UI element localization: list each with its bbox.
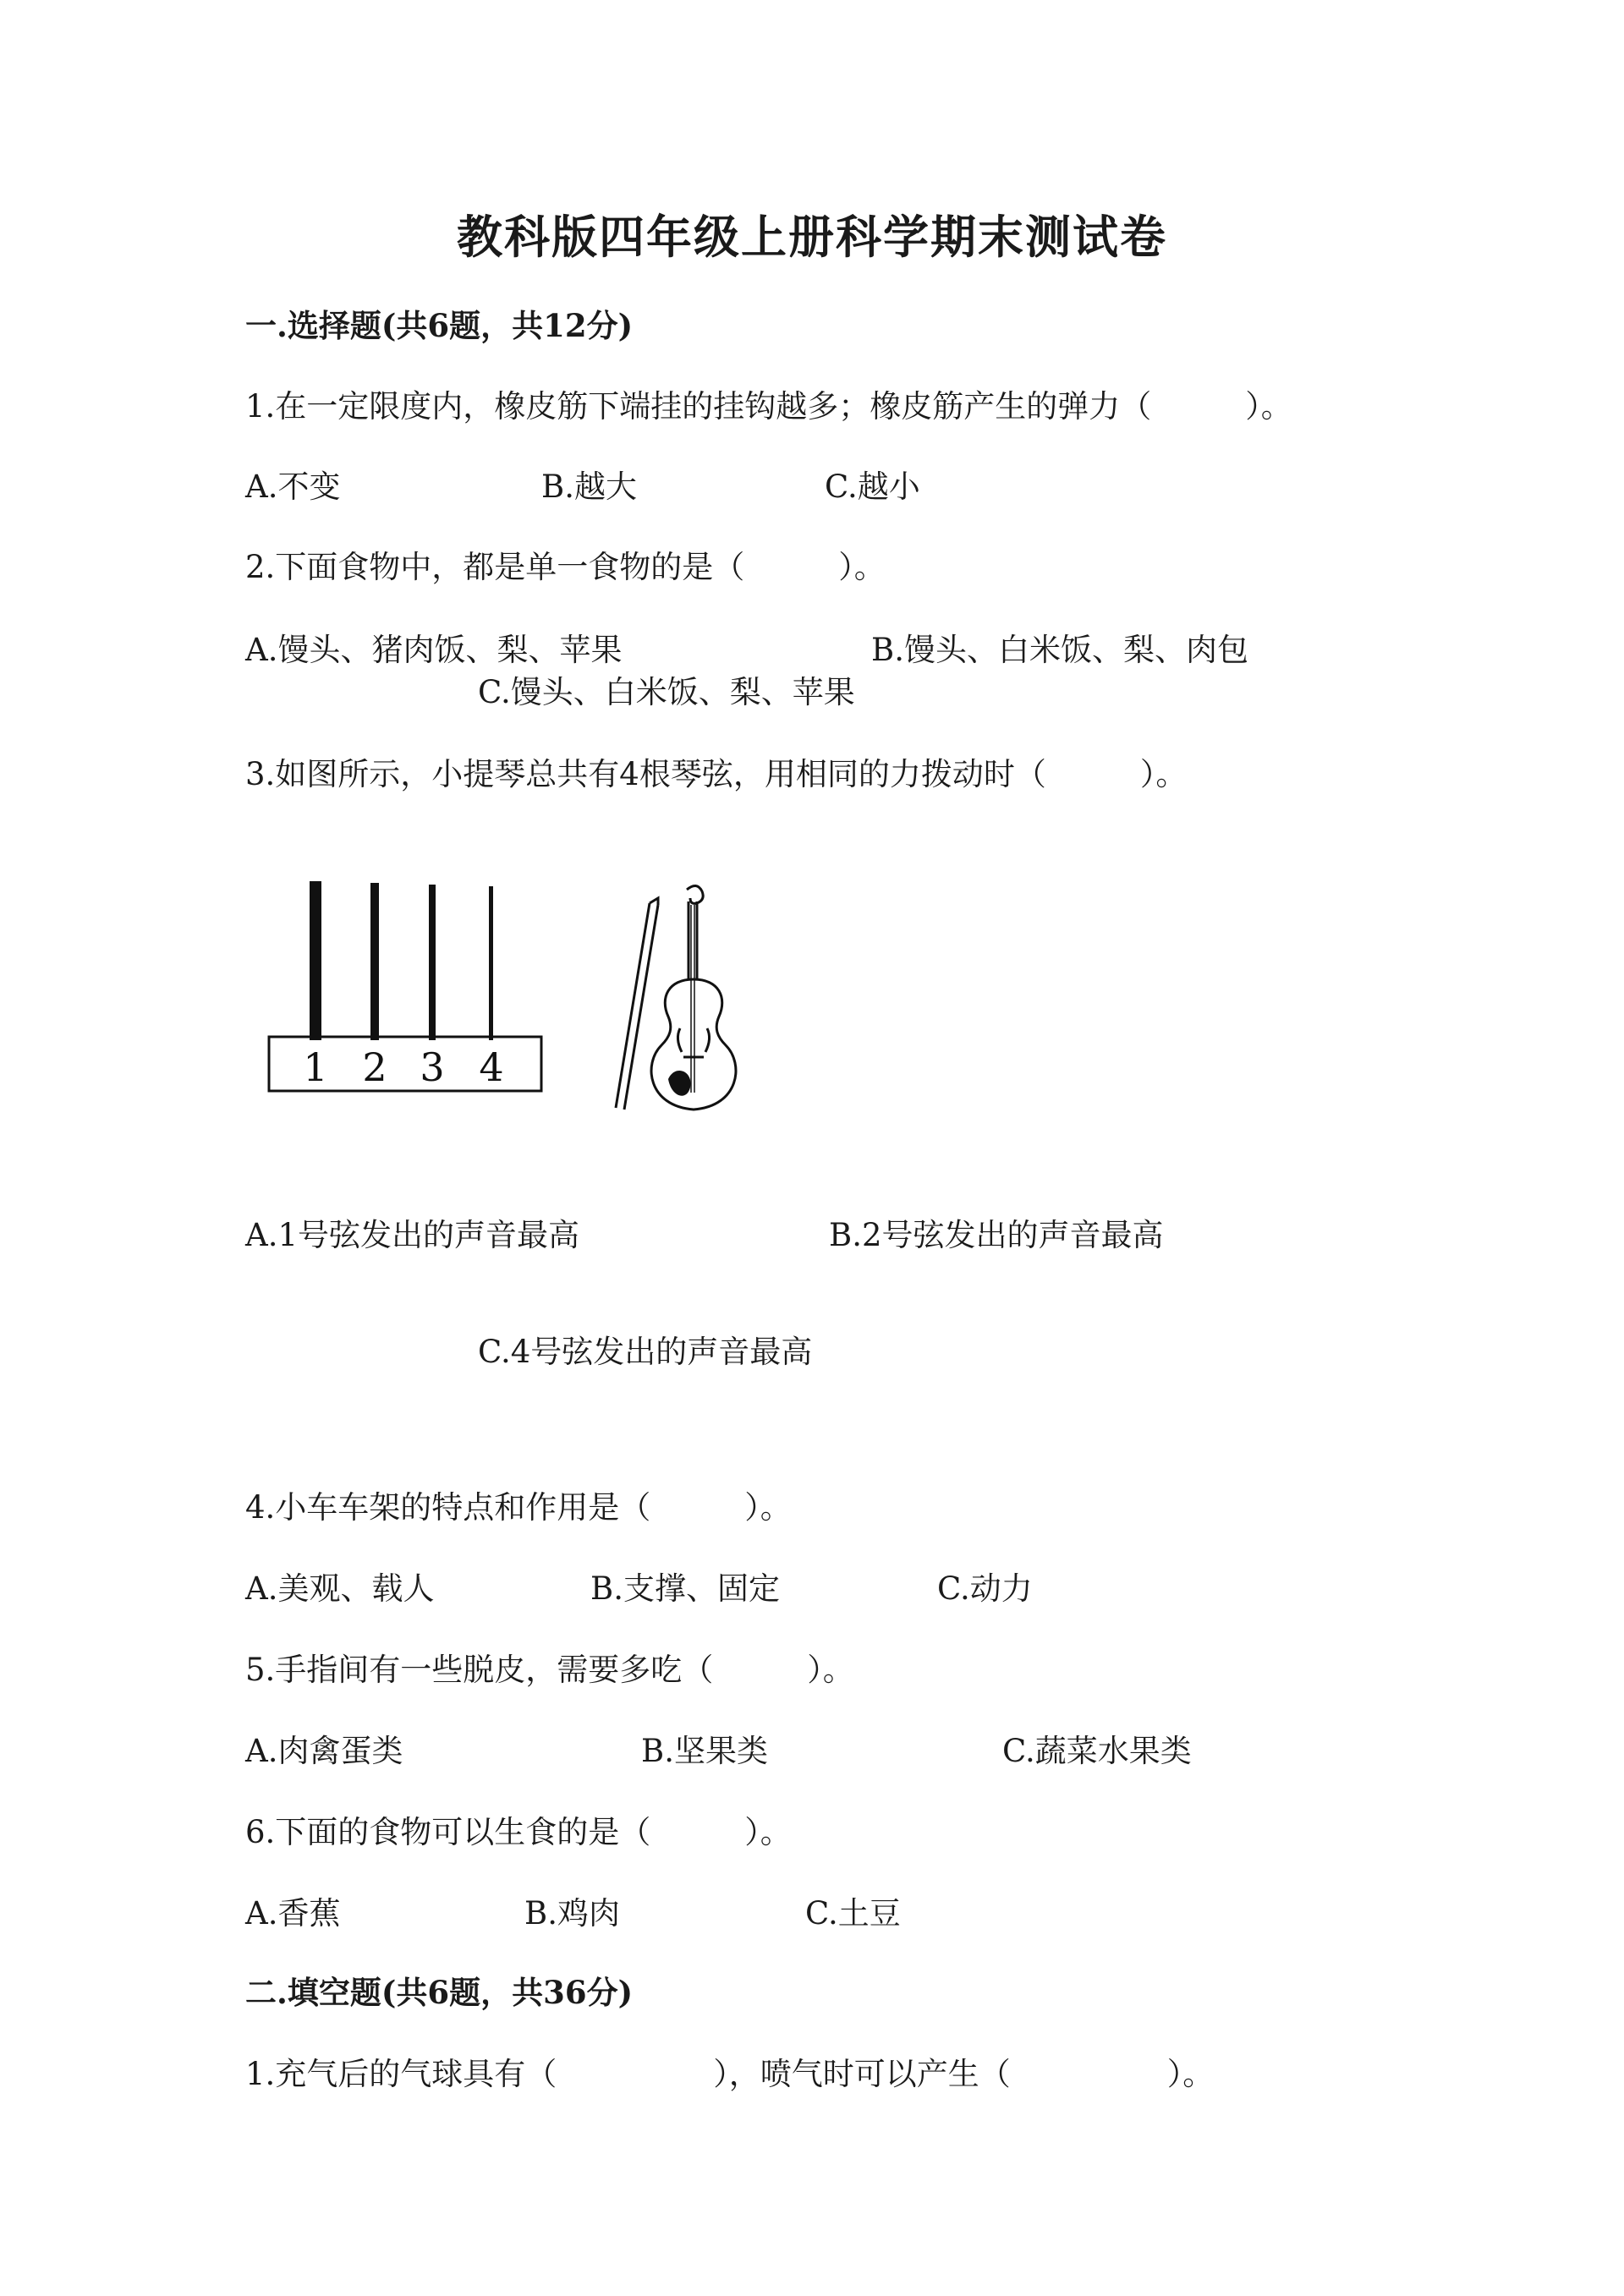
q4-option-a[interactable]: A.美观、载人 [245, 1570, 435, 1607]
q6-option-a[interactable]: A.香蕉 [245, 1895, 341, 1932]
q4-option-b[interactable]: B.支撑、固定 [590, 1570, 780, 1607]
string-3 [429, 885, 436, 1040]
q6-option-b[interactable]: B.鸡肉 [524, 1895, 620, 1932]
violin-bow [616, 903, 650, 1108]
q3-option-b[interactable]: B.2号弦发出的声音最高 [829, 1217, 1164, 1253]
question-4: 4.小车车架的特点和作用是（ ）。 [245, 1489, 792, 1526]
violin-figure [609, 879, 753, 1125]
q5-option-b[interactable]: B.坚果类 [641, 1733, 768, 1769]
string-1 [310, 881, 321, 1040]
q4-option-c[interactable]: C.动力 [937, 1570, 1033, 1607]
violin-chinrest [668, 1071, 690, 1096]
string-board-figure [262, 871, 550, 1099]
string-label-2: 2 [362, 1044, 387, 1090]
question-6: 6.下面的食物可以生食的是（ ）。 [245, 1814, 792, 1850]
q5-option-c[interactable]: C.蔬菜水果类 [1002, 1733, 1192, 1769]
q2-option-b[interactable]: B.馒头、白米饭、梨、肉包 [871, 632, 1248, 668]
q1-option-a[interactable]: A.不变 [245, 469, 341, 505]
q2-option-a[interactable]: A.馒头、猪肉饭、梨、苹果 [245, 632, 623, 668]
q6-option-c[interactable]: C.土豆 [805, 1895, 901, 1932]
q1-option-c[interactable]: C.越小 [825, 469, 920, 505]
q1-option-b[interactable]: B.越大 [541, 469, 637, 505]
question-3: 3.如图所示，小提琴总共有4根琴弦，用相同的力拨动时（ ）。 [245, 756, 1188, 792]
page-title: 教科版四年级上册科学期末测试卷 [457, 210, 1167, 264]
string-label-3: 3 [420, 1044, 445, 1090]
question-2: 2.下面食物中，都是单一食物的是（ ）。 [245, 549, 886, 585]
question-1: 1.在一定限度内，橡皮筋下端挂的挂钩越多；橡皮筋产生的弹力（ ）。 [245, 388, 1292, 425]
q3-option-c[interactable]: C.4号弦发出的声音最高 [478, 1334, 813, 1370]
q2-option-c[interactable]: C.馒头、白米饭、梨、苹果 [478, 674, 855, 710]
question-5: 5.手指间有一些脱皮，需要多吃（ ）。 [245, 1652, 854, 1688]
violin-body [651, 979, 736, 1110]
string-label-4: 4 [479, 1044, 504, 1090]
violin-scroll [687, 885, 703, 903]
string-2 [370, 883, 379, 1040]
section-heading-fill: 二.填空题(共6题，共36分) [245, 1974, 634, 2011]
string-label-1: 1 [303, 1044, 328, 1090]
q5-option-a[interactable]: A.肉禽蛋类 [245, 1733, 403, 1769]
q3-option-a[interactable]: A.1号弦发出的声音最高 [245, 1217, 580, 1253]
section-heading-choice: 一.选择题(共6题，共12分) [245, 307, 634, 344]
string-4 [489, 886, 493, 1040]
fill-question-1: 1.充气后的气球具有（ ），喷气时可以产生（ ）。 [245, 2056, 1215, 2092]
